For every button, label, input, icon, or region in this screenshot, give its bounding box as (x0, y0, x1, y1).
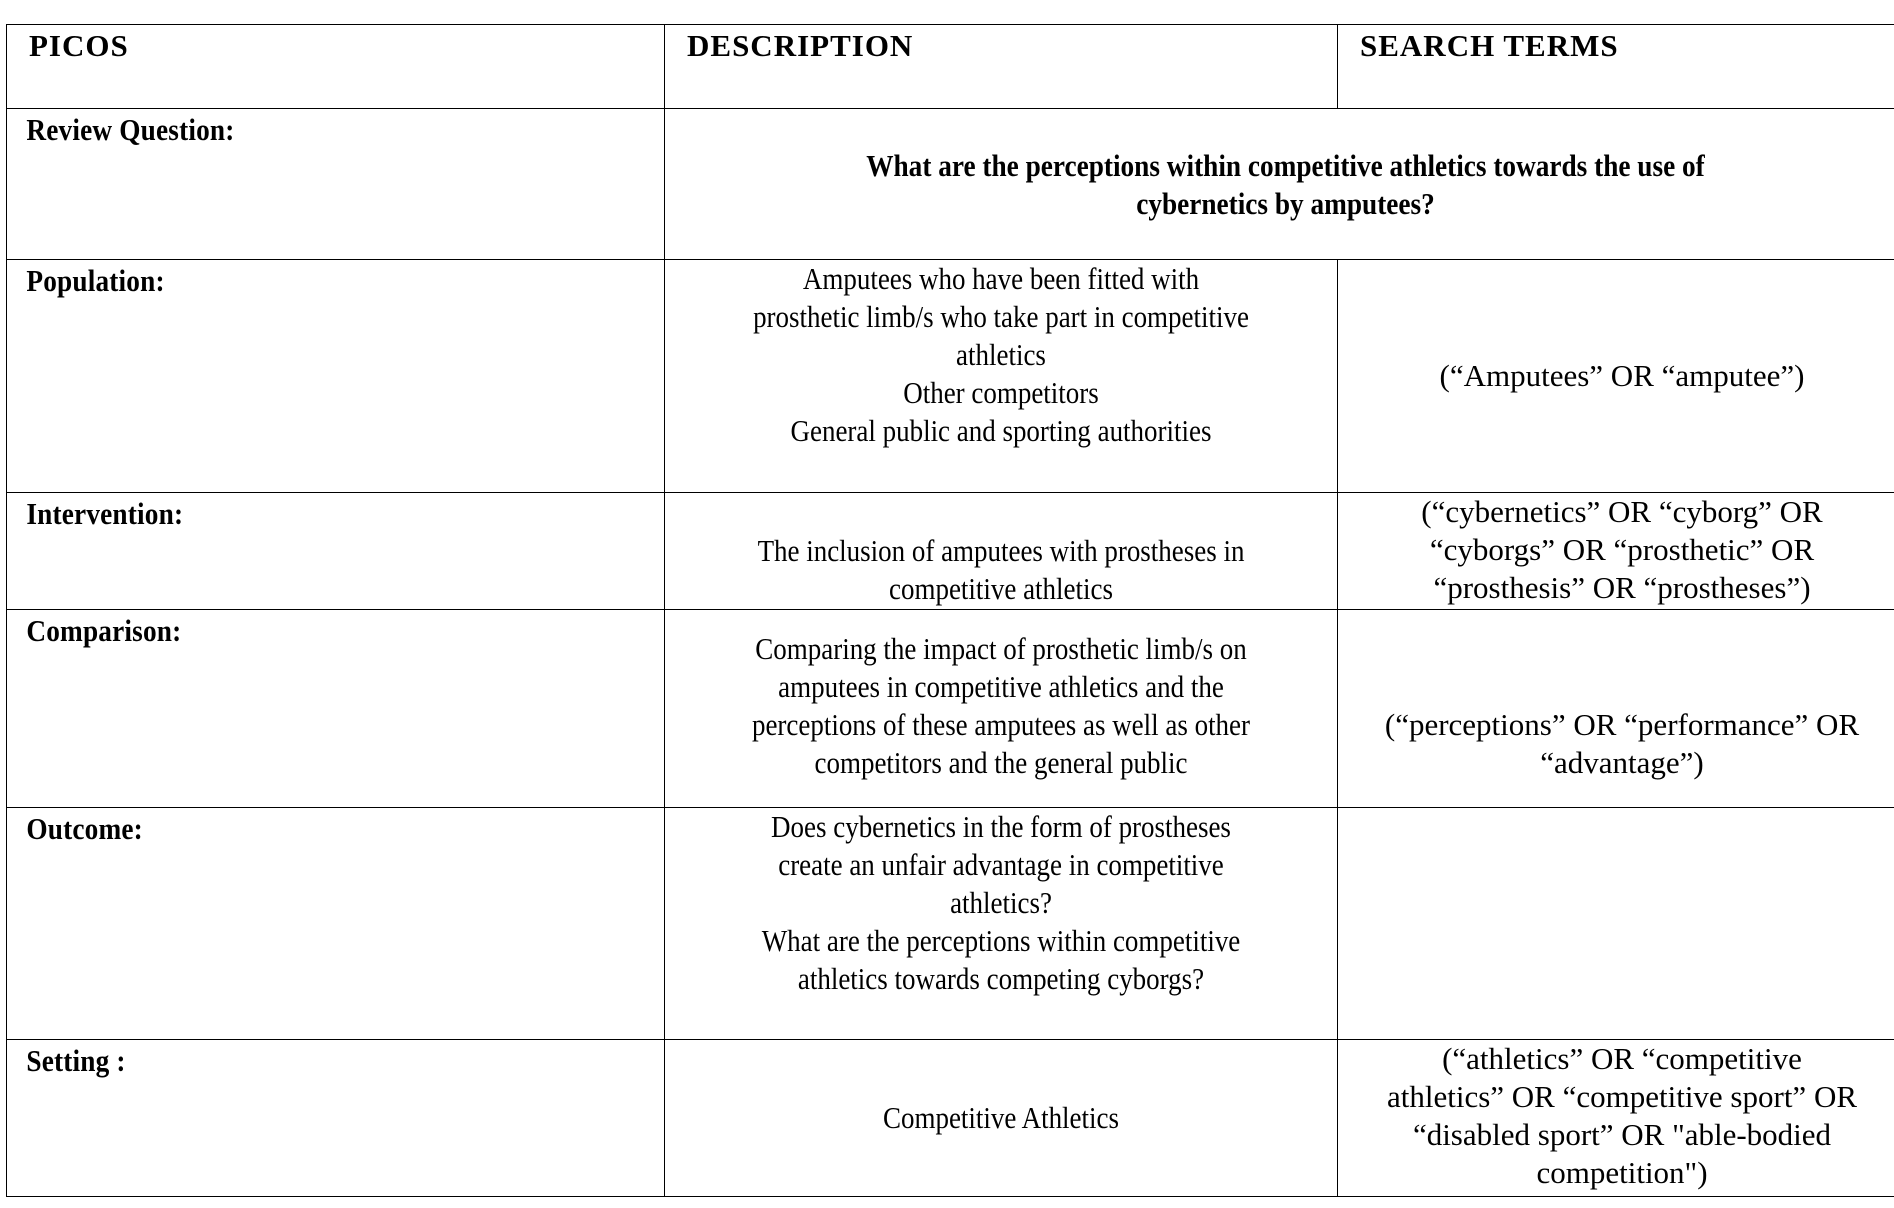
search-terms-line: (“cybernetics” OR “cyborg” OR (1421, 494, 1823, 529)
review-question-row (7, 109, 1894, 260)
header-description-cell (665, 25, 1338, 109)
population-row (7, 260, 1894, 493)
review-question-label-cell (7, 109, 665, 260)
population-search-terms (1338, 357, 1894, 395)
description-line: athletics towards competing cyborgs? (797, 961, 1205, 996)
intervention-row (7, 493, 1894, 610)
intervention-search-terms-cell (1338, 493, 1894, 610)
header-row (7, 25, 1894, 109)
setting-label: Setting : (26, 1043, 126, 1078)
comparison-row (7, 610, 1894, 808)
setting-row (7, 1040, 1894, 1197)
description-line: Competitive Athletics (883, 1100, 1119, 1135)
outcome-description-cell (665, 808, 1338, 1040)
outcome-description (665, 808, 1337, 998)
search-terms-line: “cyborgs” OR “prosthetic” OR (1429, 532, 1815, 567)
description-line: competitors and the general public (814, 745, 1188, 780)
picos-table (6, 24, 1894, 1197)
header-picos: PICOS (29, 28, 129, 63)
search-terms-line: (“Amputees” OR “amputee”) (1439, 358, 1805, 393)
header-description: DESCRIPTION (687, 28, 914, 63)
setting-description (665, 1099, 1337, 1137)
setting-description-cell (665, 1040, 1338, 1197)
review-question-line: cybernetics by amputees? (1136, 186, 1435, 221)
review-question-label: Review Question: (26, 112, 235, 147)
description-line: prosthetic limb/s who take part in competitive (753, 299, 1249, 334)
review-question-text (665, 109, 1894, 223)
review-question-line: What are the perceptions within competitive athletics towards the use of (866, 148, 1705, 183)
setting-search-terms-cell (1338, 1040, 1894, 1197)
header-picos-cell (7, 25, 665, 109)
population-description-cell (665, 260, 1338, 493)
comparison-description-cell (665, 610, 1338, 808)
comparison-description (665, 610, 1337, 782)
description-line: competitive athletics (889, 571, 1113, 606)
intervention-label: Intervention: (26, 496, 184, 531)
population-label-cell (7, 260, 665, 493)
description-line: athletics? (950, 885, 1052, 920)
search-terms-line: “advantage”) (1540, 745, 1704, 780)
search-terms-line: “disabled sport” OR "able-bodied (1412, 1117, 1832, 1152)
description-line: General public and sporting authorities (790, 413, 1212, 448)
outcome-search-terms-cell (1338, 808, 1894, 1040)
search-terms-line: (“athletics” OR “competitive (1442, 1041, 1802, 1076)
search-terms-line: athletics” OR “competitive sport” OR (1386, 1079, 1858, 1114)
description-line: Amputees who have been fitted with (802, 261, 1200, 296)
description-line: athletics (956, 337, 1046, 372)
search-terms-line: competition") (1536, 1155, 1708, 1190)
description-line: amputees in competitive athletics and the (778, 669, 1224, 704)
intervention-description-cell (665, 493, 1338, 610)
intervention-description (665, 494, 1337, 608)
header-search-terms-cell (1338, 25, 1894, 109)
comparison-label-cell (7, 610, 665, 808)
description-line: The inclusion of amputees with prostheses in (757, 533, 1245, 568)
description-line: Comparing the impact of prosthetic limb/s on (755, 631, 1247, 666)
header-search-terms: SEARCH TERMS (1360, 28, 1619, 63)
comparison-search-terms-cell (1338, 610, 1894, 808)
comparison-label: Comparison: (26, 613, 182, 648)
population-search-terms-cell (1338, 260, 1894, 493)
population-label: Population: (26, 263, 165, 298)
description-line: perceptions of these amputees as well as other (751, 707, 1251, 742)
intervention-label-cell (7, 493, 665, 610)
description-line: Does cybernetics in the form of prostheses (771, 809, 1231, 844)
comparison-search-terms (1338, 610, 1894, 782)
description-line: Other competitors (903, 375, 1099, 410)
outcome-label-cell (7, 808, 665, 1040)
setting-search-terms (1338, 1040, 1894, 1192)
search-terms-line: (“perceptions” OR “performance” OR (1384, 707, 1860, 742)
search-terms-line: “prosthesis” OR “prostheses”) (1433, 570, 1811, 605)
intervention-search-terms (1338, 493, 1894, 607)
outcome-row (7, 808, 1894, 1040)
population-description (665, 260, 1337, 450)
setting-label-cell (7, 1040, 665, 1197)
description-line: create an unfair advantage in competitive (778, 847, 1224, 882)
description-line: What are the perceptions within competitive (761, 923, 1241, 958)
outcome-label: Outcome: (26, 811, 143, 846)
review-question-cell (665, 109, 1894, 260)
